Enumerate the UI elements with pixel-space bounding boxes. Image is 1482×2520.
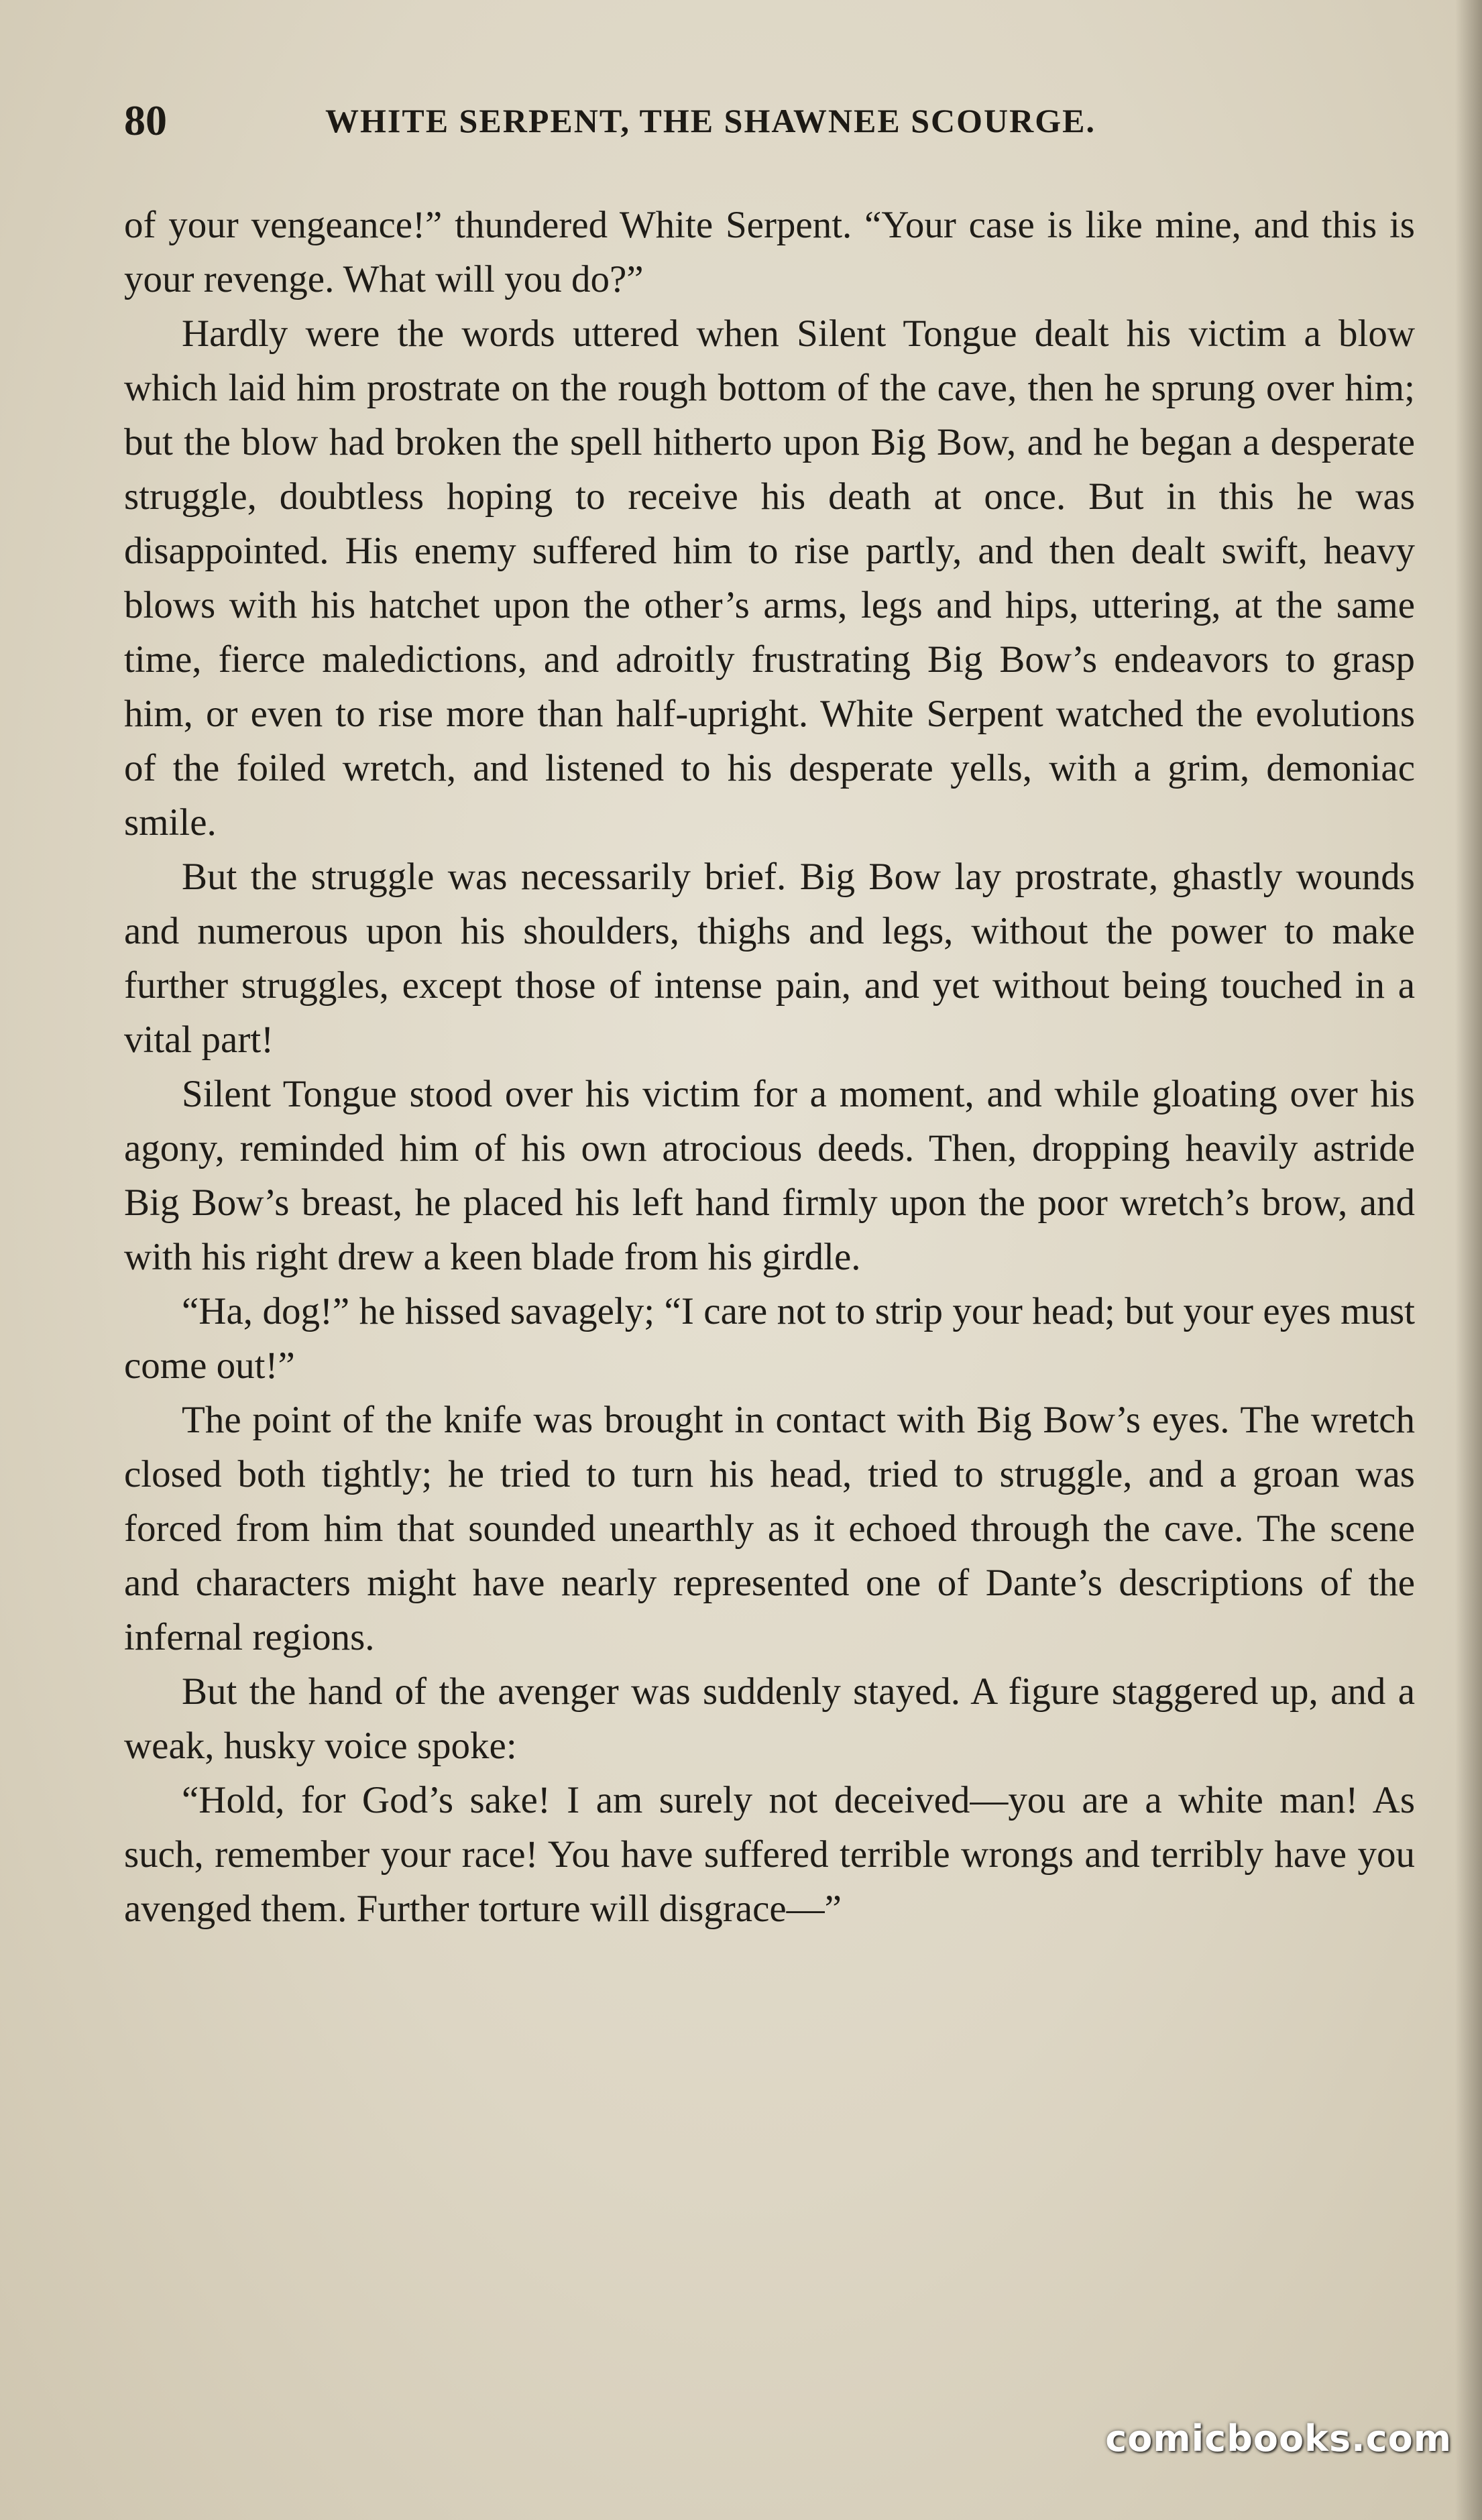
paragraph: Silent Tongue stood over his victim for a moment, and while gloating over his agony, reminded him of his own atrocious deeds. Then, dropping heavily astride Big Bow’s breast, he placed his left hand firmly upon the poor wretch’s brow, and with his right drew a keen blade from his girdle. [124, 1073, 1415, 1278]
paragraph: But the struggle was necessarily brief. Big Bow lay prostrate, ghastly wounds and numerous upon his shoulders, thighs and legs, without the power to make further struggles, except those of intense pain, and yet without being touched in a vital part! [124, 856, 1415, 1061]
paragraph: “Hold, for God’s sake! I am surely not deceived—you are a white man! As such, remember your race! You have suffered terrible wrongs and terribly have you avenged them. Further torture will disgrace—” [124, 1779, 1415, 1930]
paragraph: But the hand of the avenger was suddenly stayed. A figure staggered up, and a weak, husky voice spoke: [124, 1670, 1415, 1767]
page-number: 80 [124, 97, 167, 144]
paragraph-continuation: of your vengeance!” thundered White Serpent. “Your case is like mine, and this is your revenge. What will you do?” [124, 204, 1415, 300]
body-text [124, 198, 1415, 1936]
page-edge-shadow [1455, 0, 1482, 2520]
running-header [124, 87, 1412, 154]
paragraph: The point of the knife was brought in contact with Big Bow’s eyes. The wretch closed both tightly; he tried to turn his head, tried to struggle, and a groan was forced from him that sounded unearthly as it echoed through the cave. The scene and characters might have nearly represented one of Dante’s descriptions of the infernal regions. [124, 1399, 1415, 1658]
paragraph: Hardly were the words uttered when Silent Tongue dealt his victim a blow which laid him prostrate on the rough bottom of the cave, then he sprung over him; but the blow had broken the spell hitherto upon Big Bow, and he began a desperate struggle, doubtless hoping to receive his death at once. But in this he was disappointed. His enemy suffered him to rise partly, and then dealt swift, heavy blows with his hatchet upon the other’s arms, legs and hips, uttering, at the same time, fierce maledictions, and adroitly frustrating Big Bow’s endeavors to grasp him, or even to rise more than half-upright. White Serpent watched the evolutions of the foiled wretch, and listened to his desperate yells, with a grim, demoniac smile. [124, 312, 1415, 844]
paragraph: “Ha, dog!” he hissed savagely; “I care not to strip your head; but your eyes must come out!” [124, 1290, 1415, 1387]
watermark: comicbooks.com [1105, 2417, 1452, 2460]
running-head-title: WHITE SERPENT, THE SHAWNEE SCOURGE. [325, 102, 1096, 139]
